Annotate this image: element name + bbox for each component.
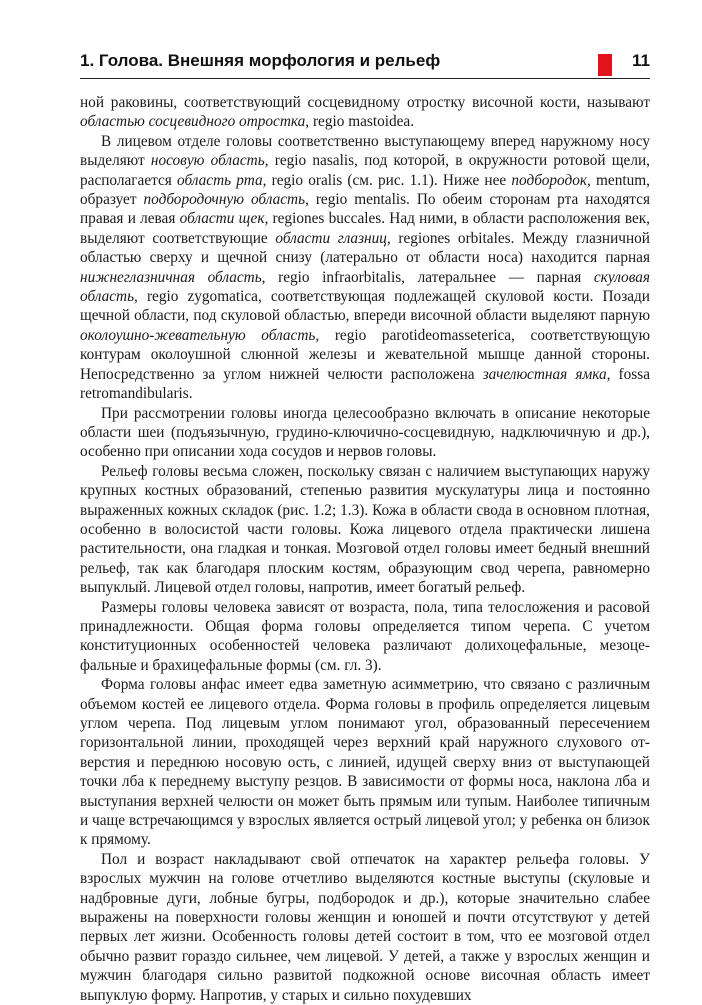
- text-run: regio parotideomasseterica, соответствующую контурам околоушной слюнной железы и жевательной мышце данной стороны. Непосредственно за углом нижней челюсти расположена: [80, 326, 651, 383]
- paragraph: [80, 598, 650, 676]
- text-run: Пол и возраст накладывают свой отпечаток на характер рельефа головы. У взрослых мужчин на голове отчетливо выделяются костные выступы (скуловые и надбровные дуги, лобные бугры, подбородок и др.), которые значительно слабее выражены на поверхности головы женщин и юношей и почти отсутствуют у детей первых лет жизни. Особенность головы детей состоит в том, что ее мозговой отдел обычно развит гораздо сильнее, чем лицевой. У детей, а также у взрослых женщин и мужчин благодаря сильно развитой подкожной основе височная область имеет выпуклую форму. Напротив, у старых и сильно похудевших: [80, 850, 650, 1004]
- text-run: fossa retromandibularis.: [80, 365, 650, 403]
- running-header: [80, 50, 650, 76]
- text-run: Форма головы анфас имеет едва заметную асимметрию, что связано с различным объемом костей ее лицевого отдела. Форма головы в профиль определяется лицевым углом черепа. Под лицевым углом понимают угол, образованный пересечением горизонтальной линии, проходящей через верхний край наружного слухового отверстия и переднюю носовую ость, с линией, идущей сверху вниз от выступающей точки лба к переднему выступу резцов. В зависимости от формы носа, наклона лба и выступания верхней челюсти он может быть прямым или тупым. Наиболее типичным и чаще встречающимся у взрослых является острый лицевой угол; у ребенка он близок к прямому.: [80, 676, 650, 849]
- italic-term: области глазниц,: [275, 229, 391, 247]
- text-run: regiones orbitales. Между глазничной областью сверху и щечной снизу (латерально от области носа) находится парная: [80, 229, 650, 267]
- red-marker-bar: [598, 54, 612, 76]
- italic-term: подбородок,: [511, 171, 591, 189]
- text-run: regio mentalis. По обеим сторонам рта находятся правая и левая: [80, 191, 650, 228]
- body-text: [80, 93, 650, 1005]
- text-run: regio oralis (см. рис. 1.1). Ниже нее: [266, 171, 512, 189]
- paragraph: [80, 462, 650, 598]
- italic-term: зачелюстная ямка,: [482, 365, 611, 383]
- text-run: regio mastoidea.: [309, 113, 415, 131]
- text-run: ной раковины, соответствующий сосцевидному отростку височной кости, называют: [80, 94, 650, 111]
- paragraph: [80, 850, 650, 1005]
- paragraph: [80, 404, 650, 462]
- paragraph: [80, 132, 650, 404]
- text-run: mentum, образует: [80, 171, 650, 209]
- text-run: Рельеф головы весьма сложен, поскольку связан с наличием выступающих наружу крупных костных образований, степенью развития мускулатуры лица и постоянно выраженных кожных складок (рис. 1.2; 1.3). Кожа в области свода в основном плотная, особенно в волосистой части головы. Кожа лицевого отдела практически лишена растительности, она гладкая и тонкая. Мозговой отдел головы имеет бедный внешний рельеф, так как благодаря плоским костям, образующим свод черепа, равномерно выпуклый. Лицевой отдел головы, напротив, имеет богатый рельеф.: [80, 462, 650, 597]
- italic-term: области щек,: [179, 210, 269, 228]
- italic-term: околоушно-жевательную область,: [80, 326, 320, 344]
- italic-term: скуловая область,: [80, 268, 650, 306]
- paragraph: [80, 93, 650, 132]
- italic-term: подбородочную область,: [143, 191, 309, 209]
- italic-term: носовую область,: [150, 152, 269, 170]
- italic-term: нижнеглазничная область,: [80, 268, 266, 286]
- text-run: Размеры головы человека зависят от возраста, пола, типа телосложения и расовой принадлежности. Общая форма головы определяется типом черепа. С учетом конституционных особенностей человека различают долихоцефальные, мезоцефальные и брахицефальные формы (см. гл. 3).: [80, 598, 650, 674]
- text-run: regio infraorbitalis, латеральнее — парная: [265, 268, 594, 286]
- text-run: regiones buccales. Над ними, в области расположения век, выделяют соответствующие: [80, 210, 650, 247]
- text-run: В лицевом отделе головы соответственно выступающему вперед наружному носу выделяют: [80, 132, 650, 170]
- italic-term: областью сосцевидного отростка,: [80, 113, 310, 131]
- text-run: При рассмотрении головы иногда целесообразно включать в описание некоторые области шеи (подъязычную, грудино-ключично-сосцевидную, надключичную и др.), особенно при описании хода сосудов и нервов головы.: [80, 404, 650, 461]
- page-number: 11: [632, 51, 650, 70]
- italic-term: область рта,: [177, 171, 267, 189]
- text-run: regio zygomatica, соответствующая подлежащей скуловой кости. Позади щечной области, под скуловой областью, впереди височной области выделяют парную: [80, 288, 650, 325]
- chapter-title: 1. Голова. Внешняя морфология и рельеф: [80, 51, 441, 70]
- paragraph: [80, 675, 650, 850]
- text-run: regio nasalis, под которой, в окружности ротовой щели, располагается: [80, 152, 650, 189]
- header-rule: [80, 78, 650, 79]
